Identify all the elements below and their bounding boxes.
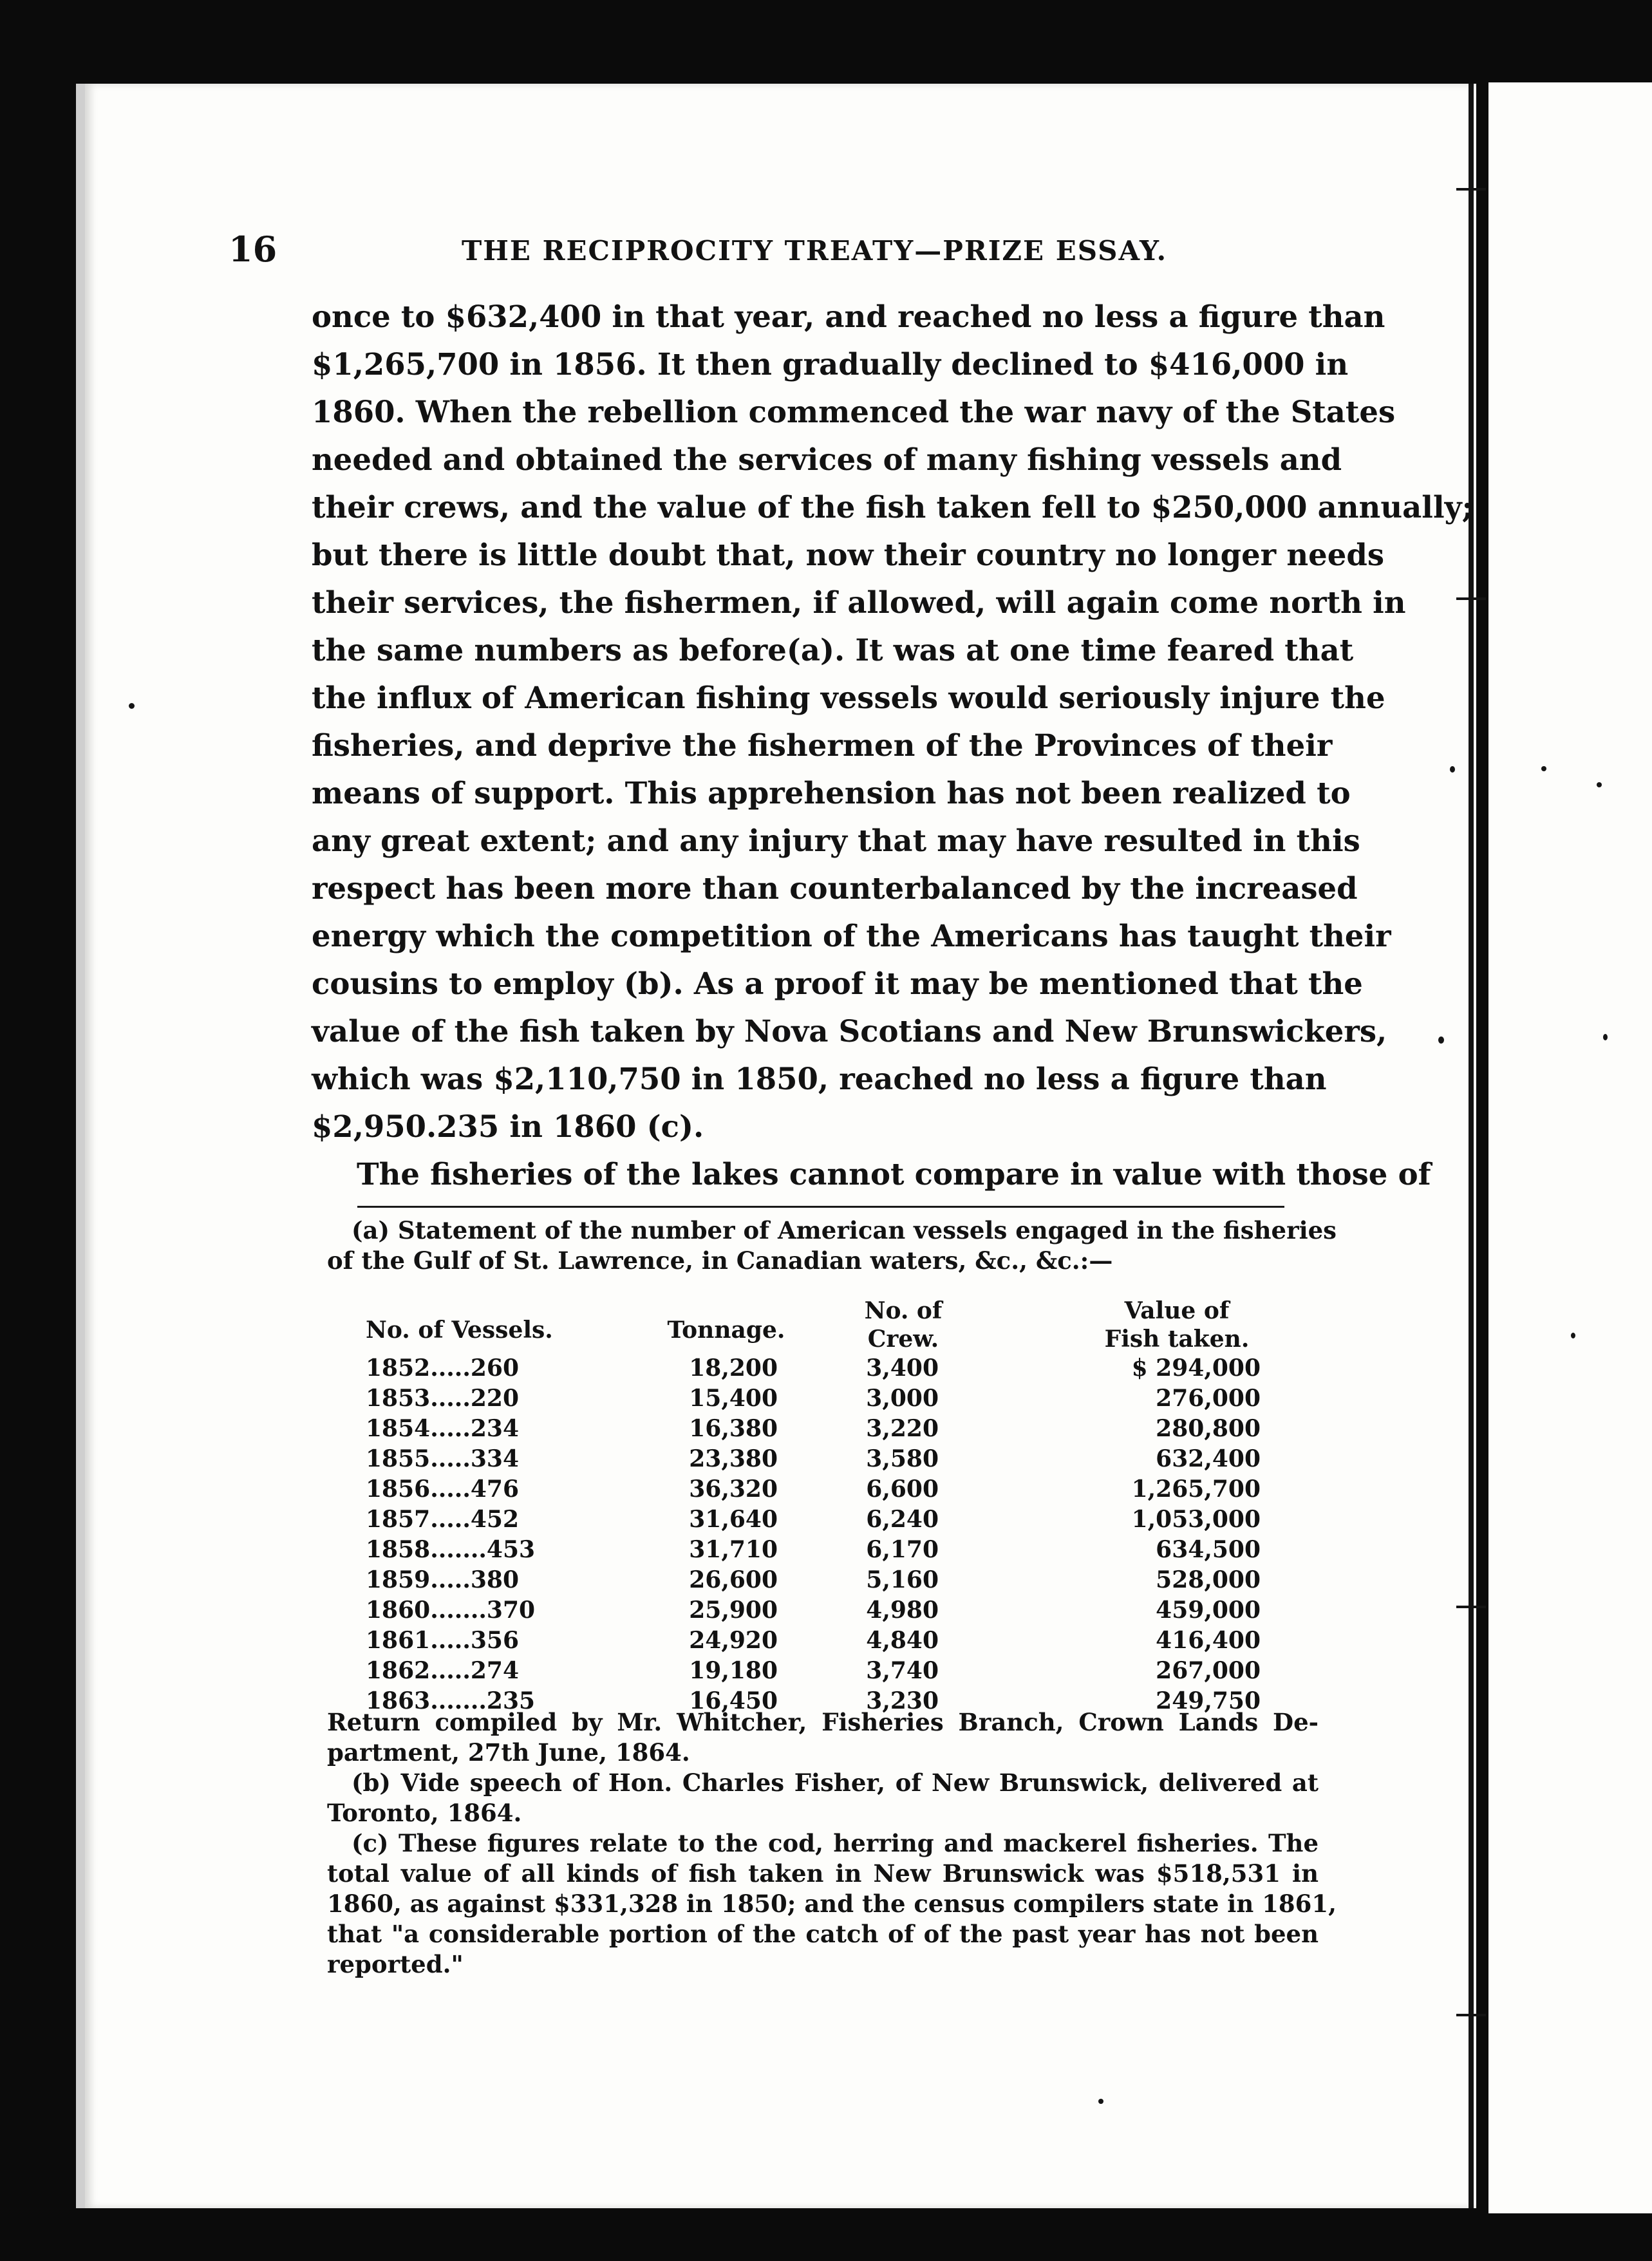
value-cell: 276,000 — [1156, 1385, 1261, 1412]
body-line: the same numbers as before(a). It was at one time feared that — [312, 632, 1354, 668]
tonnage-cell: 16,380 — [689, 1415, 778, 1442]
table-row — [327, 1474, 1319, 1505]
crew-cell: 3,400 — [866, 1355, 939, 1382]
paragraph-start-line: The fisheries of the lakes cannot compare in value with those of — [357, 1156, 1431, 1192]
tonnage-cell: 15,400 — [689, 1385, 778, 1412]
scan-speck — [1597, 782, 1602, 787]
vessels-cell: 1852.....260 — [366, 1355, 520, 1382]
running-title: THE RECIPROCITY TREATY—PRIZE ESSAY. — [462, 235, 1168, 267]
value-cell: 1,265,700 — [1131, 1476, 1261, 1503]
body-line: cousins to employ (b). As a proof it may be mentioned that the — [312, 966, 1363, 1001]
vessels-cell: 1856.....476 — [366, 1476, 520, 1503]
body-line: but there is little doubt that, now their country no longer needs — [312, 537, 1385, 572]
scan-speck — [1571, 1333, 1575, 1338]
tonnage-cell: 31,640 — [689, 1506, 778, 1533]
body-line: value of the fish taken by Nova Scotians and New Brunswickers, — [312, 1013, 1387, 1049]
vessels-cell: 1855.....334 — [366, 1445, 520, 1472]
footnote-c-line: 1860, as against $331,328 in 1850; and the census compilers state in 1861, — [327, 1890, 1337, 1918]
body-line: fisheries, and deprive the fishermen of the Provinces of their — [312, 727, 1333, 763]
crew-cell: 6,600 — [866, 1476, 939, 1503]
value-cell: 249,750 — [1156, 1687, 1261, 1714]
footnote-c-line: total value of all kinds of fish taken in New Brunswick was $518,531 in — [327, 1859, 1319, 1888]
body-line: 1860. When the rebellion commenced the war navy of the States — [312, 394, 1396, 429]
crew-cell: 4,840 — [866, 1627, 939, 1654]
footnote-c-line: reported." — [327, 1950, 464, 1978]
column-header-value-line1: Value of — [1124, 1297, 1230, 1324]
body-line: which was $2,110,750 in 1850, reached no less a figure than — [312, 1061, 1327, 1096]
body-line: any great extent; and any injury that may have resulted in this — [312, 823, 1360, 858]
value-cell: 634,500 — [1156, 1536, 1261, 1563]
table-row — [327, 1505, 1319, 1535]
crew-cell: 3,740 — [866, 1657, 939, 1684]
tonnage-cell: 16,450 — [689, 1687, 778, 1714]
footnote-rule — [357, 1206, 1284, 1208]
value-cell: 528,000 — [1156, 1566, 1261, 1593]
vessels-cell: 1858.......453 — [366, 1536, 536, 1563]
vessels-cell: 1853.....220 — [366, 1385, 520, 1412]
crew-cell: 3,230 — [866, 1687, 939, 1714]
table-row — [327, 1626, 1319, 1656]
body-line: their crews, and the value of the fish taken fell to $250,000 annually; — [312, 489, 1473, 525]
footnotes — [327, 1707, 1337, 1980]
scan-speck — [1541, 766, 1546, 771]
footnote-line: (a) Statement of the number of American vessels engaged in the fisheries — [352, 1216, 1337, 1244]
vessels-cell: 1860.......370 — [366, 1597, 536, 1624]
scan-speck — [1438, 1037, 1444, 1044]
table-row — [327, 1656, 1319, 1686]
body-line: needed and obtained the services of many fishing vessels and — [312, 442, 1342, 477]
tonnage-cell: 19,180 — [689, 1657, 778, 1684]
scan-speck — [1603, 1034, 1608, 1040]
value-cell: 416,400 — [1156, 1627, 1261, 1654]
table-row — [327, 1384, 1319, 1414]
tonnage-cell: 26,600 — [689, 1566, 778, 1593]
page-header — [229, 229, 1194, 274]
footnote-b-line: (b) Vide speech of Hon. Charles Fisher, of New Brunswick, delivered at — [352, 1768, 1319, 1797]
tonnage-cell: 25,900 — [689, 1597, 778, 1624]
column-header-crew-line2: Crew. — [867, 1326, 939, 1353]
vessels-cell: 1862.....274 — [366, 1657, 520, 1684]
body-line: respect has been more than counterbalanced by the increased — [312, 870, 1358, 906]
footnote-c-line: (c) These figures relate to the cod, herring and mackerel fisheries. The — [352, 1829, 1319, 1857]
footnote-line: of the Gulf of St. Lawrence, in Canadian waters, &c., &c.:— — [327, 1246, 1113, 1275]
body-line: $2,950.235 in 1860 (c). — [312, 1109, 704, 1144]
body-line: means of support. This apprehension has not been realized to — [312, 775, 1351, 811]
footnote-c-line: that "a considerable portion of the catch of of the past year has not been — [327, 1920, 1319, 1948]
value-cell: 1,053,000 — [1131, 1506, 1261, 1533]
value-cell: 267,000 — [1156, 1657, 1261, 1684]
column-header-vessels: No. of Vessels. — [366, 1317, 553, 1344]
table-row — [327, 1353, 1319, 1384]
body-line: the influx of American fishing vessels would seriously injure the — [312, 680, 1385, 715]
table-row — [327, 1565, 1319, 1595]
value-cell: 632,400 — [1156, 1445, 1261, 1472]
tonnage-cell: 31,710 — [689, 1536, 778, 1563]
body-line: once to $632,400 in that year, and reached no less a figure than — [312, 299, 1385, 334]
body-text — [312, 293, 1473, 1198]
footnote-b-line: Toronto, 1864. — [327, 1799, 522, 1827]
crew-cell: 6,240 — [866, 1506, 939, 1533]
crew-cell: 4,980 — [866, 1597, 939, 1624]
vessels-cell: 1857.....452 — [366, 1506, 520, 1533]
footnote-line: partment, 27th June, 1864. — [327, 1738, 690, 1767]
crew-cell: 3,580 — [866, 1445, 939, 1472]
footnote-a — [327, 1215, 1337, 1276]
tonnage-cell: 24,920 — [689, 1627, 778, 1654]
footnote-line: Return compiled by Mr. Whitcher, Fisheries Branch, Crown Lands De- — [327, 1708, 1319, 1736]
value-cell: $ 294,000 — [1131, 1355, 1261, 1382]
table-row — [327, 1595, 1319, 1626]
scan-speck — [1450, 766, 1455, 773]
scan-speck — [129, 703, 135, 709]
scan-speck — [1098, 2099, 1103, 2104]
vessels-cell: 1854.....234 — [366, 1415, 520, 1442]
table-row — [327, 1535, 1319, 1565]
crew-cell: 5,160 — [866, 1566, 939, 1593]
vessels-cell: 1861.....356 — [366, 1627, 520, 1654]
vessels-cell: 1863.......235 — [366, 1687, 536, 1714]
body-line: energy which the competition of the Americans has taught their — [312, 918, 1391, 953]
body-line: their services, the fishermen, if allowed, will again come north in — [312, 585, 1406, 620]
value-cell: 459,000 — [1156, 1597, 1261, 1624]
vessels-cell: 1859.....380 — [366, 1566, 520, 1593]
table-row — [327, 1414, 1319, 1444]
column-header-value-line2: Fish taken. — [1104, 1326, 1250, 1353]
body-line: $1,265,700 in 1856. It then gradually declined to $416,000 in — [312, 346, 1349, 382]
tonnage-cell: 23,380 — [689, 1445, 778, 1472]
crew-cell: 6,170 — [866, 1536, 939, 1563]
column-header-crew-line1: No. of — [864, 1297, 943, 1324]
page-number: 16 — [229, 229, 277, 270]
crew-cell: 3,000 — [866, 1385, 939, 1412]
crew-cell: 3,220 — [866, 1415, 939, 1442]
column-header-tonnage: Tonnage. — [667, 1317, 785, 1344]
value-cell: 280,800 — [1156, 1415, 1261, 1442]
table-row — [327, 1444, 1319, 1474]
tonnage-cell: 36,320 — [689, 1476, 778, 1503]
tonnage-cell: 18,200 — [689, 1355, 778, 1382]
